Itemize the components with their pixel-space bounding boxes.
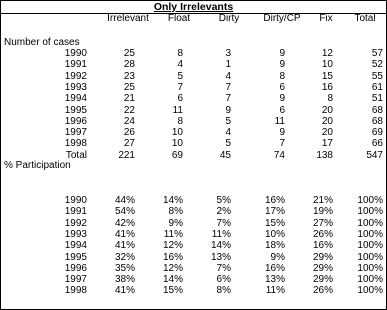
cell-dirty: 11% bbox=[211, 229, 231, 240]
cell-dirty: 9 bbox=[225, 105, 231, 116]
cell-fix: 29% bbox=[312, 252, 333, 263]
cell-irrelevant: 28 bbox=[123, 59, 135, 70]
cell-total: 100% bbox=[357, 263, 383, 274]
cell-float: 5 bbox=[177, 71, 183, 82]
table-title: Only Irrelevants bbox=[153, 1, 234, 13]
cell-float: 6 bbox=[177, 93, 183, 104]
column-header-row bbox=[1, 13, 386, 24]
cell-total: 66 bbox=[371, 138, 383, 149]
cell-fix: 16% bbox=[312, 240, 333, 251]
cell-fix: 20 bbox=[321, 127, 333, 138]
cell-fix: 138 bbox=[316, 150, 333, 161]
cases-row bbox=[1, 105, 386, 116]
row-year-label: 1996 bbox=[64, 116, 87, 127]
cases-row bbox=[1, 138, 386, 149]
cases-row bbox=[1, 48, 386, 59]
cell-irrelevant: 44% bbox=[114, 195, 135, 206]
cell-total: 100% bbox=[357, 274, 383, 285]
cell-total: 52 bbox=[371, 59, 383, 70]
cell-float: 11% bbox=[163, 229, 183, 240]
cell-irrelevant: 41% bbox=[114, 229, 135, 240]
cell-dirty: 7% bbox=[216, 263, 231, 274]
cell-dirty-cp: 10% bbox=[264, 229, 285, 240]
cell-float: 10 bbox=[171, 127, 183, 138]
cell-total: 57 bbox=[371, 48, 383, 59]
cell-irrelevant: 41% bbox=[114, 240, 135, 251]
cell-dirty: 1 bbox=[225, 59, 231, 70]
cell-dirty-cp: 6 bbox=[279, 82, 285, 93]
cell-dirty: 5 bbox=[225, 116, 231, 127]
row-year-label: 1997 bbox=[64, 274, 87, 285]
row-year-label: 1995 bbox=[64, 252, 87, 263]
cell-total: 547 bbox=[366, 150, 383, 161]
participation-row bbox=[1, 240, 386, 251]
row-year-label: 1990 bbox=[64, 48, 87, 59]
cell-irrelevant: 24 bbox=[123, 116, 135, 127]
cell-total: 100% bbox=[357, 206, 383, 217]
cell-irrelevant: 27 bbox=[123, 138, 135, 149]
cell-dirty: 8% bbox=[216, 285, 231, 296]
cell-irrelevant: 221 bbox=[118, 150, 135, 161]
cell-irrelevant: 41% bbox=[114, 285, 135, 296]
cell-irrelevant: 38% bbox=[114, 274, 135, 285]
cases-row bbox=[1, 82, 386, 93]
cell-total: 100% bbox=[357, 195, 383, 206]
row-year-label: 1995 bbox=[64, 105, 87, 116]
col-header-fix: Fix bbox=[319, 13, 333, 24]
cell-irrelevant: 35% bbox=[114, 263, 135, 274]
cell-fix: 26% bbox=[312, 229, 333, 240]
participation-row bbox=[1, 263, 386, 274]
cell-dirty: 7% bbox=[216, 218, 231, 229]
cell-total: 100% bbox=[357, 252, 383, 263]
cell-irrelevant: 22 bbox=[123, 105, 135, 116]
participation-row bbox=[1, 218, 386, 229]
cell-dirty: 3 bbox=[225, 48, 231, 59]
cell-dirty-cp: 9 bbox=[279, 59, 285, 70]
cell-float: 9% bbox=[168, 218, 183, 229]
cell-dirty-cp: 16% bbox=[264, 195, 285, 206]
cell-float: 15% bbox=[162, 285, 183, 296]
row-year-label: 1991 bbox=[64, 59, 87, 70]
cell-dirty-cp: 9 bbox=[279, 127, 285, 138]
cell-dirty-cp: 11% bbox=[265, 285, 285, 296]
cell-fix: 29% bbox=[312, 263, 333, 274]
cell-dirty-cp: 9 bbox=[279, 48, 285, 59]
cell-dirty-cp: 17% bbox=[264, 206, 285, 217]
row-year-label: 1998 bbox=[64, 138, 87, 149]
cell-dirty: 45 bbox=[219, 150, 231, 161]
cell-fix: 19% bbox=[312, 206, 333, 217]
cell-dirty-cp: 16% bbox=[264, 263, 285, 274]
cases-row bbox=[1, 59, 386, 70]
cell-irrelevant: 25 bbox=[123, 82, 135, 93]
cell-float: 12% bbox=[162, 263, 183, 274]
cell-fix: 27% bbox=[312, 218, 333, 229]
cell-float: 8% bbox=[168, 206, 183, 217]
row-year-label: 1993 bbox=[64, 229, 87, 240]
cases-row bbox=[1, 71, 386, 82]
participation-row bbox=[1, 229, 386, 240]
cell-float: 14% bbox=[162, 195, 183, 206]
col-header-dirty-cp: Dirty/CP bbox=[263, 13, 301, 24]
cell-fix: 12 bbox=[321, 48, 333, 59]
cell-fix: 15 bbox=[321, 71, 333, 82]
cell-dirty: 14% bbox=[210, 240, 231, 251]
cell-dirty: 5% bbox=[216, 195, 231, 206]
cell-float: 14% bbox=[162, 274, 183, 285]
cell-fix: 21% bbox=[312, 195, 333, 206]
cell-dirty: 4 bbox=[225, 127, 231, 138]
cell-irrelevant: 42% bbox=[114, 218, 135, 229]
row-year-label: 1991 bbox=[64, 206, 87, 217]
cell-total: 68 bbox=[371, 116, 383, 127]
cell-dirty: 7 bbox=[225, 93, 231, 104]
cell-irrelevant: 25 bbox=[123, 48, 135, 59]
cell-dirty-cp: 7 bbox=[279, 138, 285, 149]
participation-row bbox=[1, 252, 386, 263]
cell-total: 69 bbox=[371, 127, 383, 138]
participation-row bbox=[1, 274, 386, 285]
col-header-irrelevant: Irrelevant bbox=[107, 13, 149, 24]
cell-float: 8 bbox=[177, 116, 183, 127]
row-year-label: Total bbox=[65, 150, 87, 161]
cell-total: 100% bbox=[357, 240, 383, 251]
cell-dirty: 7 bbox=[225, 82, 231, 93]
col-header-dirty: Dirty bbox=[218, 13, 240, 24]
cell-dirty-cp: 6 bbox=[279, 105, 285, 116]
cell-dirty: 4 bbox=[225, 71, 231, 82]
row-year-label: 1992 bbox=[64, 71, 87, 82]
row-year-label: 1994 bbox=[64, 93, 87, 104]
cell-irrelevant: 26 bbox=[123, 127, 135, 138]
cell-dirty: 5 bbox=[225, 138, 231, 149]
cell-dirty: 2% bbox=[216, 206, 231, 217]
cell-fix: 10 bbox=[321, 59, 333, 70]
row-year-label: 1996 bbox=[64, 263, 87, 274]
cell-dirty-cp: 9% bbox=[270, 252, 285, 263]
col-header-total: Total bbox=[354, 13, 376, 24]
cell-float: 7 bbox=[177, 82, 183, 93]
cases-row bbox=[1, 93, 386, 104]
cell-float: 12% bbox=[162, 240, 183, 251]
cell-fix: 26% bbox=[312, 285, 333, 296]
number-of-cases-label: Number of cases bbox=[4, 37, 80, 48]
row-year-label: 1990 bbox=[64, 195, 87, 206]
cell-dirty: 13% bbox=[210, 252, 231, 263]
cases-row bbox=[1, 116, 386, 127]
participation-row bbox=[1, 206, 386, 217]
cell-dirty-cp: 74 bbox=[273, 150, 285, 161]
cell-dirty-cp: 18% bbox=[264, 240, 285, 251]
cell-total: 55 bbox=[371, 71, 383, 82]
cell-dirty-cp: 11 bbox=[274, 116, 285, 127]
cell-dirty-cp: 13% bbox=[264, 274, 285, 285]
cell-fix: 20 bbox=[321, 105, 333, 116]
cell-total: 100% bbox=[357, 285, 383, 296]
cell-irrelevant: 23 bbox=[123, 71, 135, 82]
participation-row bbox=[1, 195, 386, 206]
cell-float: 8 bbox=[177, 48, 183, 59]
row-year-label: 1998 bbox=[64, 285, 87, 296]
cell-dirty: 6% bbox=[216, 274, 231, 285]
cell-irrelevant: 54% bbox=[114, 206, 135, 217]
cell-total: 61 bbox=[371, 82, 383, 93]
cell-irrelevant: 21 bbox=[123, 93, 135, 104]
cell-fix: 29% bbox=[312, 274, 333, 285]
row-year-label: 1994 bbox=[64, 240, 87, 251]
cell-total: 68 bbox=[371, 105, 383, 116]
cases-row bbox=[1, 127, 386, 138]
cell-dirty-cp: 9 bbox=[279, 93, 285, 104]
row-year-label: 1992 bbox=[64, 218, 87, 229]
cell-fix: 20 bbox=[321, 116, 333, 127]
cell-total: 51 bbox=[371, 93, 383, 104]
cell-float: 69 bbox=[171, 150, 183, 161]
cell-float: 16% bbox=[162, 252, 183, 263]
participation-label: % Participation bbox=[4, 160, 71, 171]
cell-dirty-cp: 8 bbox=[279, 71, 285, 82]
col-header-float: Float bbox=[167, 13, 191, 24]
row-year-label: 1997 bbox=[64, 127, 87, 138]
cell-float: 10 bbox=[171, 138, 183, 149]
cell-float: 4 bbox=[177, 59, 183, 70]
cell-float: 11 bbox=[172, 105, 183, 116]
cell-total: 100% bbox=[357, 218, 383, 229]
row-year-label: 1993 bbox=[64, 82, 87, 93]
cell-fix: 16 bbox=[321, 82, 333, 93]
cell-dirty-cp: 15% bbox=[264, 218, 285, 229]
cell-irrelevant: 32% bbox=[114, 252, 135, 263]
cell-fix: 17 bbox=[321, 138, 333, 149]
cell-fix: 8 bbox=[327, 93, 333, 104]
cell-total: 100% bbox=[357, 229, 383, 240]
participation-row bbox=[1, 285, 386, 296]
